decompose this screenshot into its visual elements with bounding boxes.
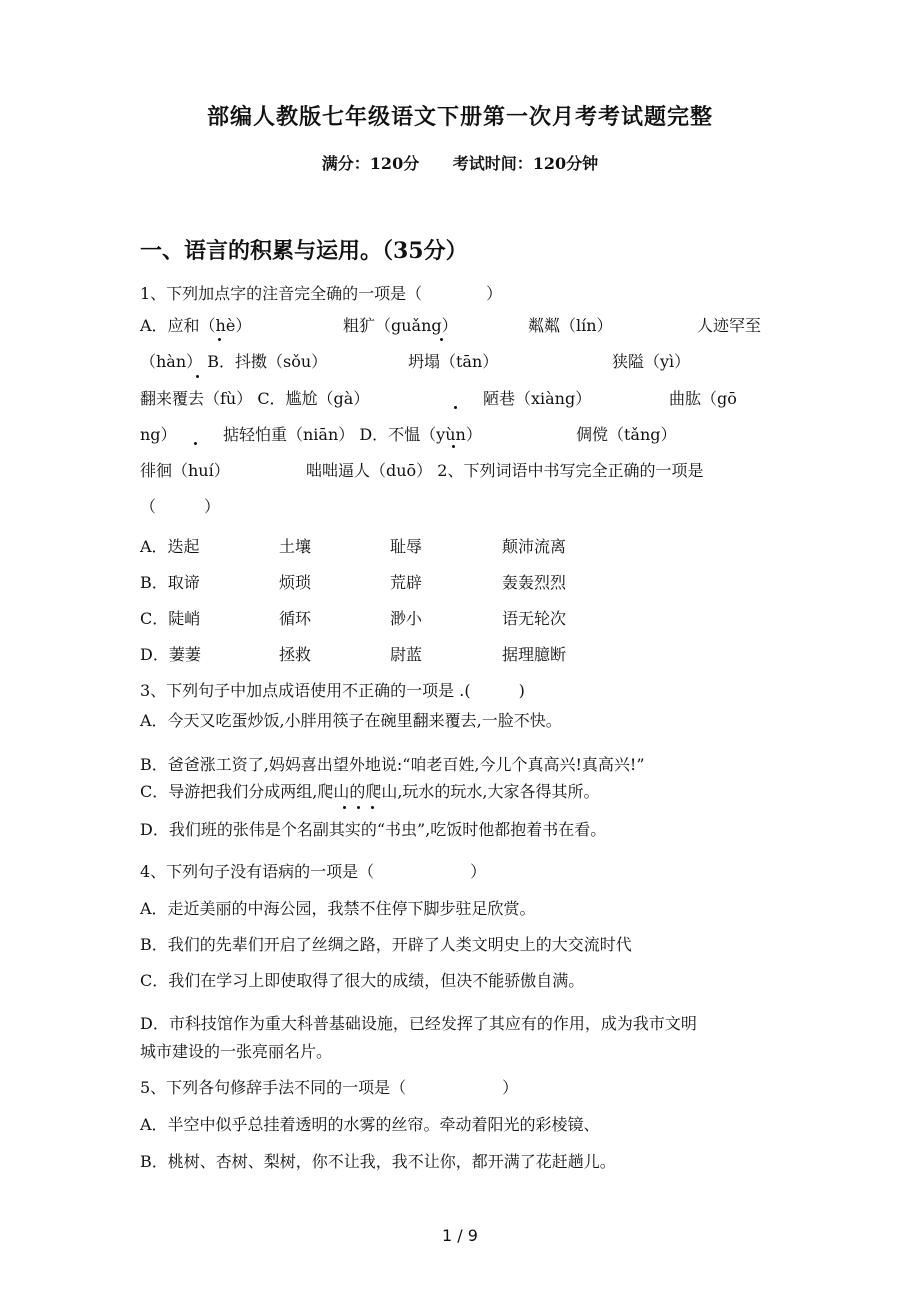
q2-option-text: 烦琐 [279,573,312,592]
q2-option-text: 轰轰烈烈 [502,573,567,592]
q1-option-text: A．应和（hè） [140,316,252,335]
q5-option-b: B．桃树、杏树、梨树，你不让我，我不让你，都开满了花赶趟儿。 [140,1152,616,1171]
q2-option-text: 渺小 [390,609,423,628]
page-number: 1 / 9 [442,1226,478,1245]
q1-option-text: 粼粼（lín） [528,316,613,335]
q3-option-d: D．我们班的张伟是个名副其实的“书虫”,吃饭时他都抱着书在看。 [140,820,607,839]
q2-option-text: D．萋萋 [140,645,201,664]
q2-option-text: 据理臆断 [502,645,567,664]
q2-option-text: C．陡峭 [140,609,201,628]
q2-option-text: 土壤 [279,537,312,556]
q1-option-text: 咄咄逼人（duō） 2、下列词语中书写完全正确的一项是 [306,461,704,480]
section-heading: 一、语言的积累与运用。（35分） [140,238,468,264]
q1-stem: 1、下列加点字的注音完全确的一项是（ ） [140,284,503,303]
emphasis-dot [343,806,346,809]
q1-option-text: 掂轻怕重（niān） D．不愠（yùn） [223,425,482,444]
q2-option-text: 荒辟 [390,573,423,592]
q1-option-text: 翻来覆去（fù） C．尴尬（gà） [140,389,370,408]
document-title: 部编人教版七年级语文下册第一次月考考试题完整 [206,104,713,130]
q4-option-a: A．走近美丽的中海公园，我禁不住停下脚步驻足欣赏。 [140,899,536,918]
q1-option-text: 徘徊（huí） [140,461,230,480]
emphasis-dot [440,338,443,341]
q2-option-text: 语无轮次 [502,609,567,628]
q2-stem-parens: （ ） [140,497,221,516]
q1-option-text: 倜傥（tǎng） [576,425,677,444]
q5-option-a: A．半空中似乎总挂着透明的水雾的丝帘。牵动着阳光的彩棱镜、 [140,1115,600,1134]
q2-option-text: 颠沛流离 [502,537,567,556]
emphasis-dot [452,445,455,448]
q4-stem: 4、下列句子没有语病的一项是（ ） [140,862,487,881]
emphasis-dot [194,442,197,445]
q1-option-text: ng） [140,425,177,444]
q1-option-text: 曲肱（gō [669,389,737,408]
q2-option-text: 拯救 [279,645,312,664]
q5-stem: 5、下列各句修辞手法不同的一项是（ ） [140,1078,519,1097]
q2-option-text: 尉蓝 [390,645,423,664]
q4-option-c: C．我们在学习上即使取得了很大的成绩，但决不能骄傲自满。 [140,971,585,990]
q3-option-a: A．今天又吃蛋炒饭,小胖用筷子在碗里翻来覆去,一脸不快。 [140,711,562,730]
q1-option-text: 坍塌（tān） [408,352,499,371]
q1-option-text: （hàn） B．抖擞（sǒu） [140,352,328,371]
q4-option-b: B．我们的先辈们开启了丝绸之路，开辟了人类文明史上的大交流时代 [140,935,632,954]
exam-time: 考试时间：120分钟 [452,154,599,173]
q2-option-text: B．取谛 [140,573,200,592]
q2-option-text: 耻辱 [390,537,423,556]
exam-meta [0,151,920,174]
q3-stem: 3、下列句子中加点成语使用不正确的一项是 .( ) [140,681,525,700]
emphasis-dot [218,338,221,341]
q4-option-d: D．市科技馆作为重大科普基础设施，已经发挥了其应有的作用，成为我市文明 [140,1014,697,1033]
emphasis-dot [357,806,360,809]
emphasis-dot [454,406,457,409]
q1-option-text: 狭隘（yì） [612,352,691,371]
q1-option-text: 陋巷（xiàng） [483,389,592,408]
q2-option-text: A．迭起 [140,537,200,556]
q3-option-c: C．导游把我们分成两组,爬山的爬山,玩水的玩水,大家各得其所。 [140,782,600,801]
q3-option-b: B．爸爸涨工资了,妈妈喜出望外地说:“咱老百姓,今儿个真高兴!真高兴!” [140,755,645,774]
emphasis-dot [196,375,199,378]
q2-option-text: 循环 [279,609,312,628]
q1-option-text: 人迹罕至 [697,316,762,335]
full-score: 满分：120分 [321,154,420,173]
q4-option-d-continued: 城市建设的一张亮丽名片。 [140,1042,333,1061]
q1-option-text: 粗犷（guǎng） [343,316,458,335]
emphasis-dot [371,806,374,809]
